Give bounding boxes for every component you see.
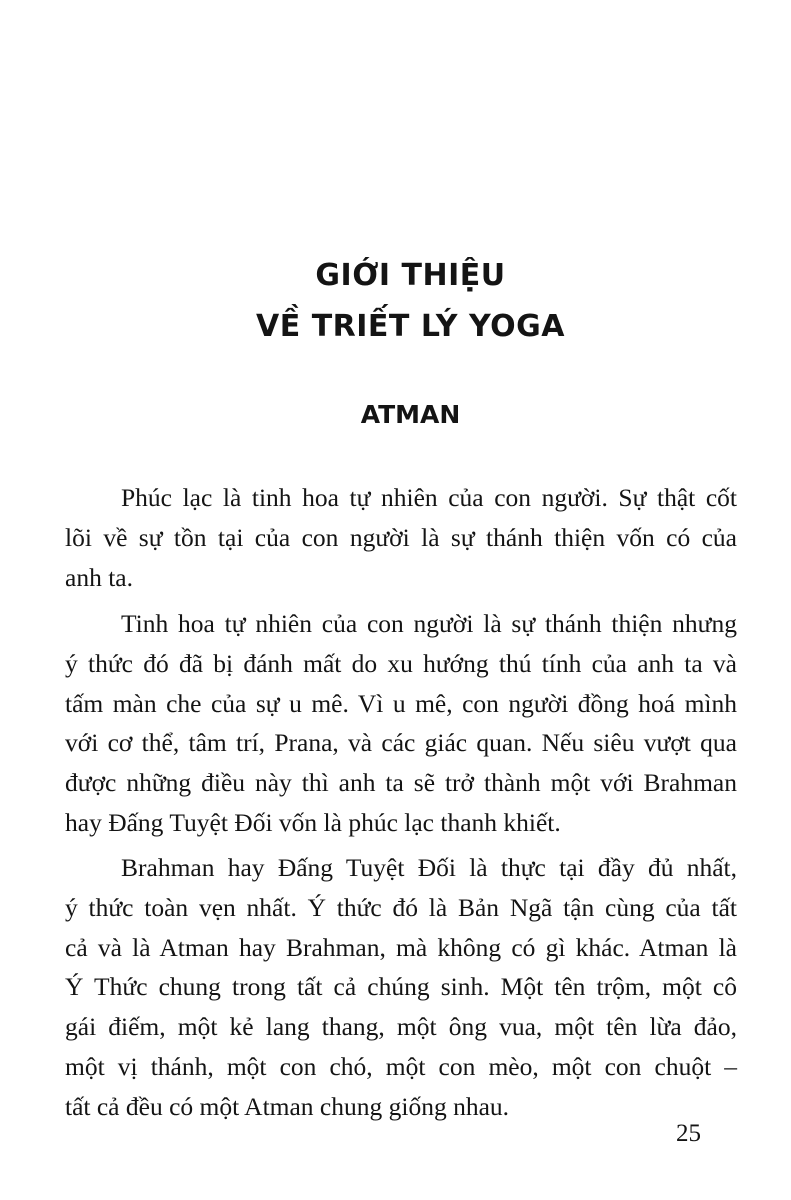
page-number: 25	[676, 1120, 701, 1147]
paragraph-line: một vị thánh, một con chó, một con mèo, một con chuột –	[65, 1051, 737, 1081]
paragraph-line: gái điếm, một kẻ lang thang, một ông vua, một tên lừa đảo,	[65, 1012, 737, 1042]
paragraph-1	[65, 478, 737, 597]
paragraph-line: lõi về sự tồn tại của con người là sự thánh thiện vốn có của	[65, 522, 737, 552]
paragraph-line: tất cả đều có một Atman chung giống nhau.	[65, 1091, 510, 1121]
paragraph-line: hay Đấng Tuyệt Đối vốn là phúc lạc thanh khiết.	[65, 807, 561, 837]
paragraph-3	[65, 848, 737, 1127]
section-title: ATMAN	[360, 400, 461, 429]
paragraph-line: ý thức đó đã bị đánh mất do xu hướng thú tính của anh ta và	[65, 648, 737, 678]
paragraph-line: cả và là Atman hay Brahman, mà không có gì khác. Atman là	[65, 932, 737, 962]
paragraph-2	[65, 604, 737, 843]
paragraph-line: tấm màn che của sự u mê. Vì u mê, con người đồng hoá mình	[65, 688, 737, 718]
paragraph-line: với cơ thể, tâm trí, Prana, và các giác quan. Nếu siêu vượt qua	[65, 728, 737, 758]
paragraph-line: Tinh hoa tự nhiên của con người là sự thánh thiện nhưng	[121, 609, 737, 638]
paragraph-line: ý thức toàn vẹn nhất. Ý thức đó là Bản Ngã tận cùng của tất	[65, 892, 737, 922]
chapter-title-line-1: GIỚI THIỆU	[315, 258, 506, 293]
paragraph-line: anh ta.	[65, 562, 133, 592]
paragraph-line: Ý Thức chung trong tất cả chúng sinh. Một tên trộm, một cô	[65, 972, 737, 1002]
paragraph-line: Phúc lạc là tinh hoa tự nhiên của con người. Sự thật cốt	[121, 483, 737, 512]
chapter-title	[0, 250, 791, 352]
paragraph-line: được những điều này thì anh ta sẽ trở thành một với Brahman	[65, 768, 737, 798]
paragraph-line: Brahman hay Đấng Tuyệt Đối là thực tại đầy đủ nhất,	[121, 853, 737, 882]
chapter-title-line-2: VỀ TRIẾT LÝ YOGA	[256, 309, 565, 344]
